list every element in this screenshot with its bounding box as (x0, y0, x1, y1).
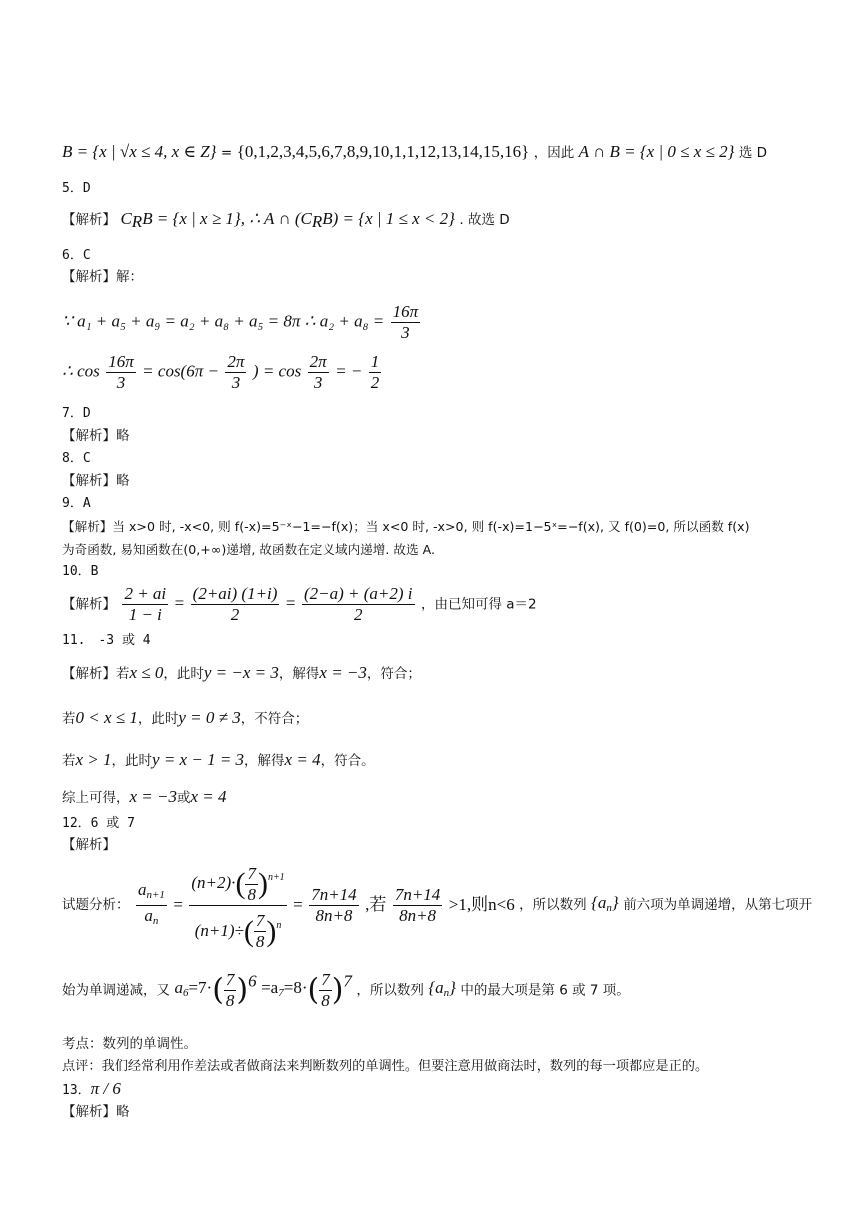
q11-l2-if: 若 (62, 711, 76, 727)
q6-frac-16pi-3-b (106, 352, 136, 393)
q12-r2-den: 8n+8 (399, 905, 437, 925)
q12-big-frac (189, 858, 286, 952)
q12-8d: 8 (321, 991, 330, 1010)
q12-a7-expr (261, 978, 307, 997)
q12-kaodian: 考点：数列的单调性。 (62, 1036, 197, 1052)
q9-text2: 为奇函数, 易知函数在(0,+∞)递增, 故函数在定义域内递增. 故选 A. (62, 542, 435, 557)
q6-frac2b-den: 3 (231, 373, 241, 392)
q12-r-num: 7n+14 (311, 884, 357, 904)
q4-intersection: A ∩ B = {x | 0 ≤ x ≤ 2} (578, 142, 735, 161)
q12-conclude: ，所以数列 (519, 897, 587, 914)
q12-line2 (62, 970, 630, 1022)
q12-a6: a (174, 978, 183, 997)
q4-choose: 选 D (738, 145, 768, 161)
q11-line3 (62, 751, 375, 770)
q12-exp6: 6 (248, 971, 257, 991)
q12-ratio-num (136, 880, 167, 906)
q6-answer: 6．C (62, 248, 91, 263)
q12-dianping: 点评：我们经常利用作差法或者做商法来判断数列的单调性。但要注意用做商法时，数列的每一项都应是正的。 (62, 1059, 709, 1074)
q8-label: 【解析】略 (62, 473, 130, 489)
q12-paren-open-2: ( (243, 914, 254, 948)
q11-answer: 11. -3 或 4 (62, 633, 151, 648)
q7-label: 【解析】略 (62, 428, 130, 444)
q4-elements: {0,1,2,3,4,5,6,7,8,9,10,1,1,12,13,14,15,16} (236, 142, 530, 161)
q11-line1 (62, 664, 421, 683)
q6-line2 (62, 352, 383, 393)
q10-f1-num: 2 + ai (124, 584, 167, 603)
q12-eq1: = (173, 895, 183, 915)
q11-l1-mid: ，此时 (163, 666, 204, 682)
q12-a: a (137, 879, 147, 899)
q11-line4 (62, 788, 227, 807)
q10-eq2: = (285, 593, 296, 613)
q11-l2-eq: y = 0 ≠ 3 (178, 708, 241, 727)
q12-seq-2: $\{a_n\}$ (428, 978, 456, 999)
q12-7-8-a (245, 864, 258, 905)
q6-frac2a-den: 3 (116, 373, 126, 392)
q12-ratio-frac (136, 880, 167, 931)
q11-line2 (62, 709, 308, 728)
q5-sub2: R (311, 212, 323, 231)
q12-r-frac-2 (393, 885, 442, 926)
q9-answer: 9．A (62, 496, 91, 511)
q6-line1 (62, 302, 422, 343)
q6-frac2b-num: 2π (227, 352, 245, 371)
q12-paren-close-2: ) (266, 914, 277, 948)
q11-l3-eq: y = x − 1 = 3 (152, 750, 245, 769)
q5-sub: R (131, 212, 143, 231)
q12-paren-close-4: ) (331, 972, 344, 1008)
q13-value: π / 6 (90, 1079, 121, 1098)
q12-l2-pre: 始为单调递减，又 (62, 982, 170, 999)
q10-answer: 10．B (62, 564, 99, 579)
q12-big-num-pre: (n+2)· (191, 873, 236, 892)
q12-paren-open-3: ( (212, 972, 224, 1008)
q6-line2-mid2: ) = cos (252, 361, 302, 381)
q12-gt: >1,则n<6 (448, 895, 515, 915)
q12-intro: 试题分析： (62, 897, 130, 914)
q12-8a: 8 (247, 884, 256, 904)
q12-l2-end: 中的最大项是第 6 或 7 项。 (460, 982, 630, 999)
q12-eq7: =7· (188, 978, 213, 997)
q10-f1-den: 1 − i (128, 605, 162, 624)
q12-a6-sub: 6 (182, 987, 189, 999)
q5-tail: . 故选 D (459, 212, 510, 228)
q12-7-8-c (224, 970, 237, 1011)
q12-big-den-pre: (n+1)÷ (194, 920, 244, 940)
q6-line2-pre: ∴ cos (62, 361, 100, 381)
q12-ratio-den (136, 906, 167, 931)
q12-l2-mid: ，所以数列 (356, 982, 424, 999)
q6-frac-2pi-3-b (308, 352, 329, 393)
q6-frac1-den: 3 (401, 323, 410, 342)
q11-l4-res1: x = −3 (129, 787, 177, 806)
q12-a7-sub: 7 (278, 987, 284, 999)
q12-seq2-a: a (435, 978, 444, 997)
q11-l3-cond: x > 1 (75, 750, 112, 769)
q12-eq8: =8· (283, 978, 308, 997)
q12-paren-close-1: ) (257, 867, 268, 901)
q12-big-den (189, 906, 286, 953)
q6-line2-mid1: = cos(6π − (142, 361, 219, 381)
q10-f2-den: 2 (230, 605, 240, 624)
q10-f3-den: 2 (353, 605, 363, 624)
q10-eq1: = (174, 593, 185, 613)
q12-7b: 7 (255, 911, 265, 931)
q5-expr3: B) = {x | 1 ≤ x < 2} (322, 209, 455, 228)
q12-paren-open-1: ( (235, 867, 246, 901)
q13-label: 【解析】略 (62, 1104, 130, 1120)
q12-r-den: 8n+8 (315, 905, 353, 925)
q10-frac2 (191, 584, 280, 625)
q11-l3-mid: ，此时 (111, 753, 153, 769)
q12-r2-num: 7n+14 (394, 884, 441, 904)
q5-solution (62, 210, 510, 231)
q5-label: 【解析】 (62, 212, 116, 228)
q12-a6-expr (174, 978, 212, 997)
q13-answer: 13． (62, 1083, 91, 1098)
q11-l4-or: 或 (177, 790, 191, 806)
q5-expr2: B = {x | x ≥ 1}, ∴ A ∩ (C (142, 209, 312, 228)
q6-line1-text: ∵ a₁ + a₅ + a₉ = a₂ + a₈ + a₅ = 8π ∴ a₂ + a₈ = (62, 311, 385, 331)
q10-label: 【解析】 (62, 596, 116, 613)
q12-7-8-b (254, 911, 267, 952)
q12-8c: 8 (225, 991, 235, 1010)
q7-answer: 7．D (62, 406, 91, 421)
q6-label: 【解析】解： (62, 269, 143, 285)
q13-answer-line (62, 1080, 121, 1100)
q5-expr: C (120, 209, 132, 228)
q12-a2-sub: n (152, 914, 159, 927)
q6-frac-half (369, 352, 382, 393)
q6-frac2a-num: 16π (108, 352, 134, 371)
q12-7c: 7 (225, 970, 235, 989)
q11-l3-res: x = 4 (284, 750, 321, 769)
q12-ratio-line (62, 858, 812, 954)
q11-l4-pre: 综上可得， (62, 790, 130, 806)
q12-seq: $\{a_n\}$ (591, 892, 619, 914)
q10-tail: ，由已知可得 a＝2 (420, 596, 537, 613)
q11-l3-if: 若 (62, 753, 76, 769)
q12-conclude2: 前六项为单调递增，从第七项开 (623, 897, 813, 914)
q4-set-b-line (62, 143, 767, 162)
q11-l1-cond: x ≤ 0 (129, 663, 164, 682)
q12-eq2: = (293, 895, 303, 915)
q12-7d: 7 (321, 970, 330, 989)
q4-set-b: B = {x | √x ≤ 4, x ∈ Z} (62, 142, 217, 161)
q10-frac1 (122, 584, 168, 625)
q6-frac2c-den: 3 (313, 373, 323, 392)
q12-r-frac (309, 885, 358, 926)
q6-line2-mid3: = − (335, 361, 363, 381)
q11-l1-end: ，符合； (366, 666, 421, 682)
q12-exp-n1: n+1 (267, 872, 285, 883)
q12-a2: a (144, 905, 153, 925)
q11-l4-res2: x = 4 (190, 787, 227, 806)
q12-big-num (189, 858, 286, 906)
q12-8b: 8 (255, 932, 265, 952)
q11-l3-solve: ，解得 (244, 753, 285, 769)
q12-seq-a: a (597, 892, 607, 912)
q11-l2-end: ，不符合； (240, 711, 309, 727)
q11-l1-eq: y = −x = 3 (203, 663, 279, 682)
q10-solution (62, 584, 537, 625)
q11-l3-end: ，符合。 (320, 753, 375, 769)
q10-f2-num: (2+ai) (1+i) (192, 584, 278, 603)
q4-therefore: ，因此 (533, 145, 575, 161)
q11-l1-solve: ，解得 (278, 666, 320, 682)
q12-7a: 7 (247, 863, 256, 883)
q10-f3-num: (2−a) + (a+2) i (303, 584, 413, 603)
q12-7-8-d (319, 970, 332, 1011)
q6-half-den: 2 (370, 373, 380, 392)
q12-a-sub: n+1 (146, 888, 165, 901)
q9-text1: 【解析】当 x>0 时, -x<0, 则 f(-x)=5⁻ˣ−1=−f(x)；当 x<0 时, -x>0, 则 f(-x)=1−5ˣ=−f(x), 又 f(0)=0, 所以函数 f(x) (62, 519, 750, 534)
q4-eq: = (220, 145, 233, 161)
q12-label: 【解析】 (62, 837, 116, 853)
q11-l1-label: 【解析】若 (62, 666, 130, 682)
q5-answer: 5．D (62, 181, 91, 196)
q12-exp-n: n (276, 919, 282, 931)
q6-frac1-num: 16π (392, 302, 419, 321)
q10-frac3 (302, 584, 415, 625)
q6-frac-2pi-3 (225, 352, 246, 393)
q6-half-num: 1 (370, 352, 380, 371)
q12-paren-close-3: ) (236, 972, 249, 1008)
q12-eqa7: =a (261, 978, 279, 997)
q11-l2-cond: 0 < x ≤ 1 (75, 708, 138, 727)
q11-l1-res: x = −3 (319, 663, 367, 682)
q11-l2-mid: ，此时 (137, 711, 179, 727)
q12-if: ,若 (365, 895, 387, 915)
q8-answer: 8．C (62, 451, 91, 466)
q6-frac-16pi-3 (391, 302, 421, 343)
q12-paren-open-4: ( (307, 972, 320, 1008)
q12-answer: 12．6 或 7 (62, 816, 135, 831)
q12-exp7: 7 (343, 971, 352, 991)
q12-seq-sub: n (606, 901, 612, 914)
q12-seq2-sub: n (443, 987, 450, 999)
q6-frac2c-num: 2π (309, 352, 327, 371)
